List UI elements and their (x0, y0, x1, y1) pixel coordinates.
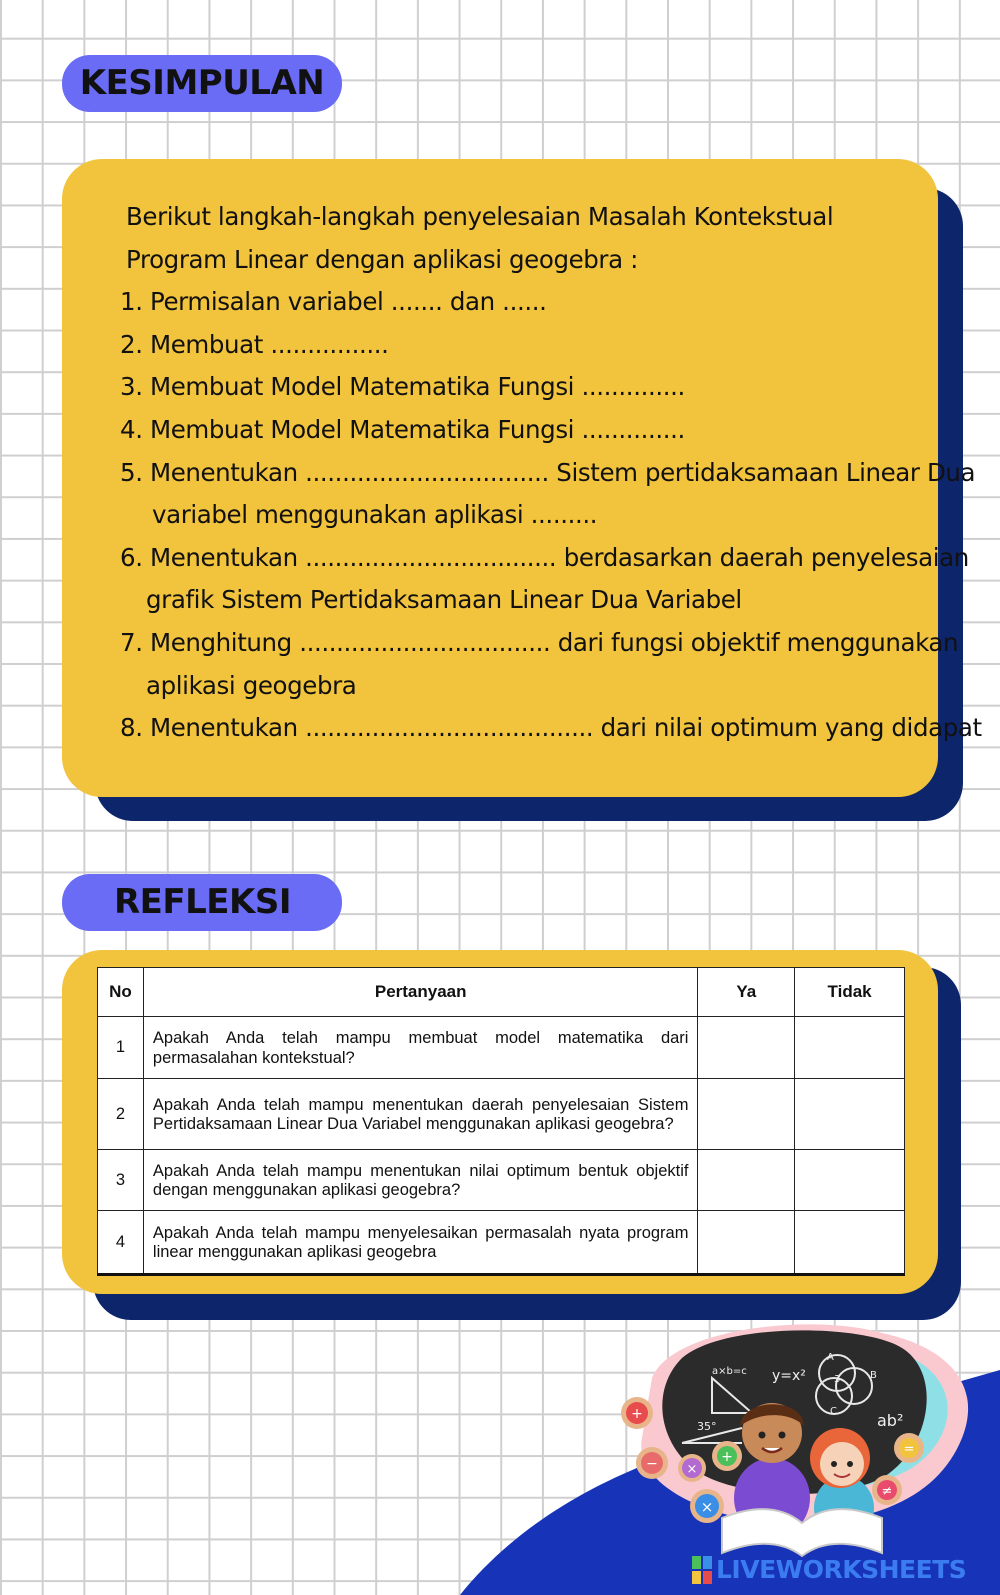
step-3: 3. Membuat Model Matematika Fungsi .............. (120, 372, 685, 402)
table-header-row (98, 968, 905, 1017)
refleksi-table (97, 967, 905, 1276)
board-text-angle: 35° (697, 1420, 717, 1433)
step-5-cont: variabel menggunakan aplikasi ......... (152, 500, 598, 530)
table-row (98, 1017, 905, 1079)
brand-logo-icon (692, 1556, 712, 1584)
kesimpulan-text (120, 196, 982, 750)
svg-text:+: + (631, 1406, 643, 1422)
row-question: Apakah Anda telah mampu menyelesaikan permasalah nyata program linear menggunakan aplikasi geogebra (143, 1211, 698, 1275)
step-5: 5. Menentukan ................................. Sistem pertidaksamaan Linear Dua (120, 457, 976, 487)
svg-text:×: × (700, 1498, 714, 1516)
step-4: 4. Membuat Model Matematika Fungsi .............. (120, 414, 685, 444)
board-text-b: B (870, 1370, 877, 1381)
step-7-cont: aplikasi geogebra (146, 670, 357, 700)
table-row (98, 1150, 905, 1211)
row-number: 3 (98, 1150, 144, 1211)
intro-line: Program Linear dengan aplikasi geogebra : (126, 244, 638, 274)
step-2: 2. Membuat ................ (120, 329, 389, 359)
ya-answer-cell[interactable] (698, 1150, 795, 1211)
tidak-answer-cell[interactable] (795, 1150, 905, 1211)
col-header-no: No (98, 968, 144, 1017)
board-text-yx2: y=x² (772, 1368, 806, 1384)
svg-text:+: + (721, 1449, 733, 1465)
ya-answer-cell[interactable] (698, 1017, 795, 1079)
row-question: Apakah Anda telah mampu menentukan nilai optimum bentuk objektif dengan menggunakan aplikasi geogebra? (143, 1150, 698, 1211)
brand-watermark: LIVEWORKSHEETS (716, 1555, 967, 1584)
intro-line: Berikut langkah-langkah penyelesaian Masalah Kontekstual (126, 202, 834, 231)
table-row (98, 1211, 905, 1275)
board-text-axbc: a×b=c (712, 1366, 747, 1377)
tidak-answer-cell[interactable] (795, 1079, 905, 1150)
svg-text:=: = (903, 1442, 915, 1457)
board-text-c: C (830, 1406, 837, 1417)
row-number: 1 (98, 1017, 144, 1079)
board-text-3: 3 (834, 1374, 841, 1385)
col-header-tidak: Tidak (795, 968, 905, 1017)
board-text-ab2: ab² (877, 1411, 904, 1430)
row-question: Apakah Anda telah mampu menentukan daerah penyelesaian Sistem Pertidaksamaan Linear Dua Variabel menggunakan aplikasi geogebra? (143, 1079, 698, 1150)
board-text-a: A (827, 1352, 834, 1363)
refleksi-heading: REFLEKSI (62, 874, 342, 931)
ya-answer-cell[interactable] (698, 1211, 795, 1275)
row-number: 4 (98, 1211, 144, 1275)
row-question: Apakah Anda telah mampu membuat model matematika dari permasalahan kontekstual? (143, 1017, 698, 1079)
math-kids-illustration (612, 1318, 992, 1558)
svg-text:×: × (686, 1462, 698, 1477)
row-number: 2 (98, 1079, 144, 1150)
step-8: 8. Menentukan ....................................... dari nilai optimum yang didapat (120, 713, 982, 743)
table-row (98, 1079, 905, 1150)
tidak-answer-cell[interactable] (795, 1017, 905, 1079)
tidak-answer-cell[interactable] (795, 1211, 905, 1275)
step-6-cont: grafik Sistem Pertidaksamaan Linear Dua Variabel (146, 585, 742, 615)
col-header-ya: Ya (698, 968, 795, 1017)
col-header-pertanyaan: Pertanyaan (143, 968, 698, 1017)
step-7: 7. Menghitung .................................. dari fungsi objektif menggunakan (120, 627, 959, 657)
svg-text:≠: ≠ (881, 1484, 893, 1499)
step-1: 1. Permisalan variabel ....... dan ...... (120, 287, 547, 317)
step-6: 6. Menentukan .................................. berdasarkan daerah penyelesaian (120, 542, 969, 572)
ya-answer-cell[interactable] (698, 1079, 795, 1150)
svg-text:−: − (646, 1456, 658, 1472)
kesimpulan-heading: KESIMPULAN (62, 55, 342, 112)
